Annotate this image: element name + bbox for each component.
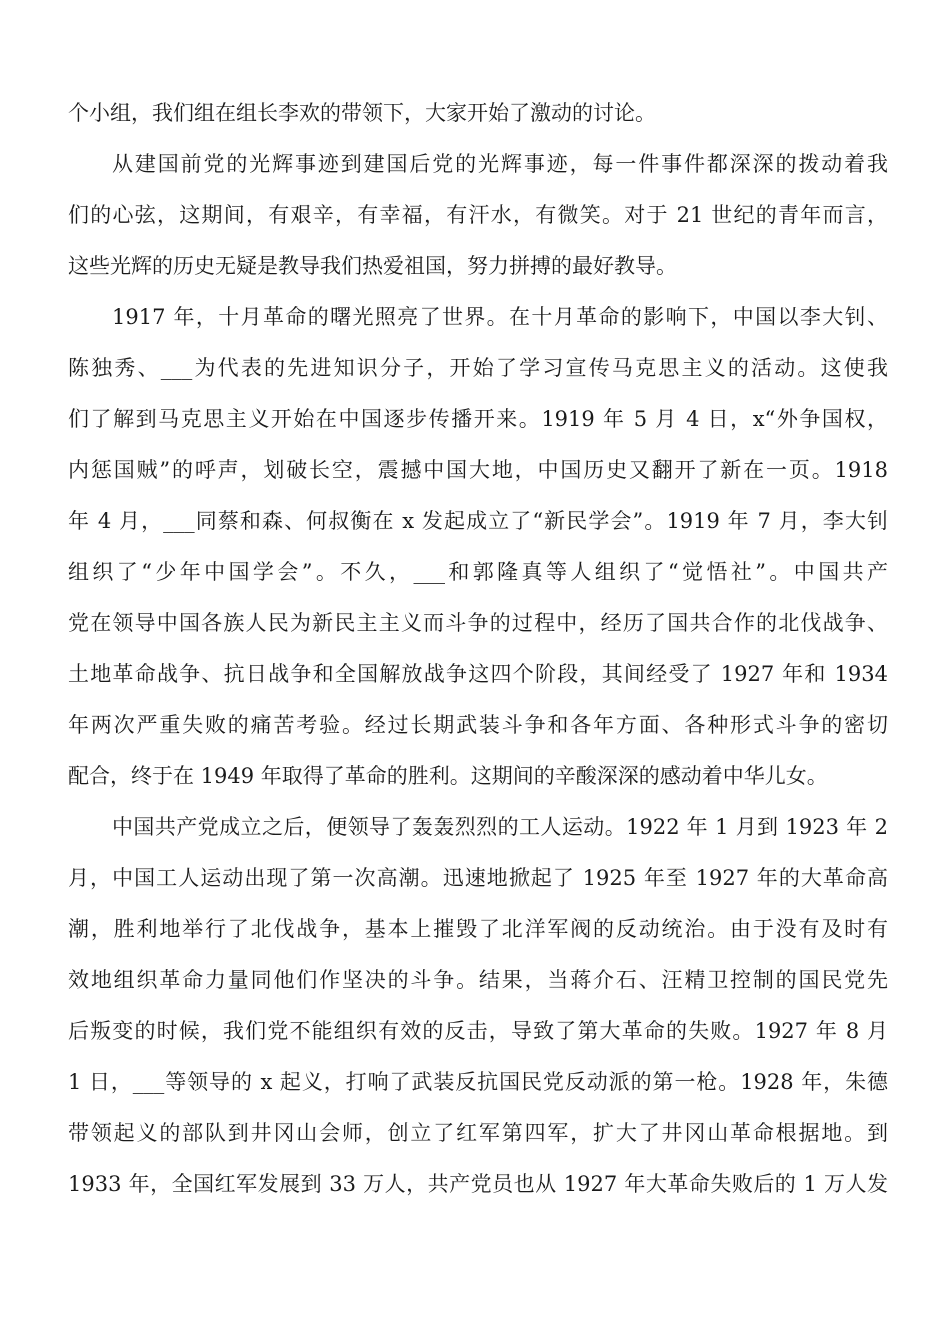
paragraph-3: [68, 292, 888, 802]
text-line: 土地革命战争、抗日战争和全国解放战争这四个阶段，其间经受了 1927 年和 1934: [68, 662, 888, 686]
text-line: 1 日，___等领导的 x 起义，打响了武装反抗国民党反动派的第一枪。1928 年，朱德: [68, 1070, 888, 1094]
text-line: 配合，终于在 1949 年取得了革命的胜利。这期间的辛酸深深的感动着中华儿女。: [68, 764, 828, 788]
paragraph-2: [68, 139, 888, 292]
paragraph-4: [68, 802, 888, 1210]
text-line: 年 4 月，___同蔡和森、何叔衡在 x 发起成立了“新民学会”。1919 年 7 月，李大钊: [68, 509, 888, 533]
text-line: 月，中国工人运动出现了第一次高潮。迅速地掀起了 1925 年至 1927 年的大革命高: [68, 866, 888, 890]
document-body: [68, 88, 888, 1210]
text-line: 潮，胜利地举行了北伐战争，基本上摧毁了北洋军阀的反动统治。由于没有及时有: [68, 917, 888, 941]
text-line: 们的心弦，这期间，有艰辛，有幸福，有汗水，有微笑。对于 21 世纪的青年而言，: [68, 203, 888, 227]
text-line: 后叛变的时候，我们党不能组织有效的反击，导致了第大革命的失败。1927 年 8 月: [68, 1019, 888, 1043]
paragraph-1: [68, 88, 888, 139]
text-line: 带领起义的部队到井冈山会师，创立了红军第四军，扩大了井冈山革命根据地。到: [68, 1121, 888, 1145]
text-line: 中国共产党成立之后，便领导了轰轰烈烈的工人运动。1922 年 1 月到 1923 年 2: [112, 815, 888, 839]
text-line: 党在领导中国各族人民为新民主主义而斗争的过程中，经历了国共合作的北伐战争、: [68, 611, 888, 635]
text-line: 个小组，我们组在组长李欢的带领下，大家开始了激动的讨论。: [68, 101, 656, 125]
text-line: 从建国前党的光辉事迹到建国后党的光辉事迹，每一件事件都深深的拨动着我: [112, 152, 888, 176]
text-line: 这些光辉的历史无疑是教导我们热爱祖国，努力拼搏的最好教导。: [68, 254, 677, 278]
text-line: 们了解到马克思主义开始在中国逐步传播开来。1919 年 5 月 4 日，x“外争国权，: [68, 407, 888, 431]
text-line: 效地组织革命力量同他们作坚决的斗争。结果，当蒋介石、汪精卫控制的国民党先: [68, 968, 888, 992]
text-line: 组织了“少年中国学会”。不久，___和郭隆真等人组织了“觉悟社”。中国共产: [68, 560, 888, 584]
text-line: 1917 年，十月革命的曙光照亮了世界。在十月革命的影响下，中国以李大钊、: [112, 305, 888, 329]
text-line: 陈独秀、___为代表的先进知识分子，开始了学习宣传马克思主义的活动。这使我: [68, 356, 888, 380]
text-line: 年两次严重失败的痛苦考验。经过长期武装斗争和各年方面、各种形式斗争的密切: [68, 713, 888, 737]
text-line: 内惩国贼”的呼声，划破长空，震撼中国大地，中国历史又翻开了新在一页。1918: [68, 458, 888, 482]
text-line: 1933 年，全国红军发展到 33 万人，共产党员也从 1927 年大革命失败后的 1 万人发: [68, 1172, 888, 1196]
